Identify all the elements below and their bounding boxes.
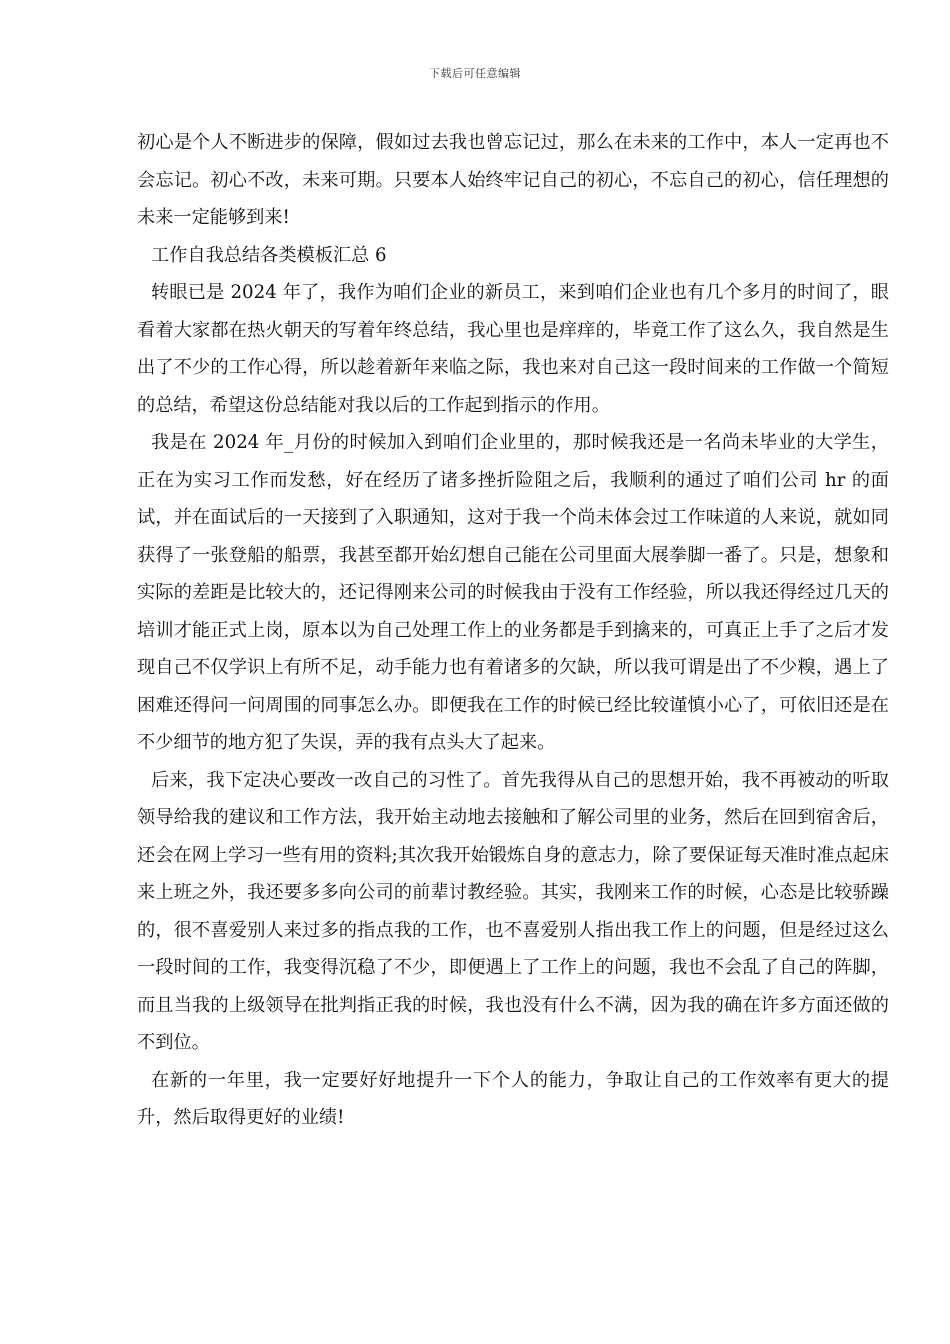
paragraph-1: 转眼已是 2024 年了，我作为咱们企业的新员工，来到咱们企业也有几个多月的时间了，眼看着大家都在热火朝天的写着年终总结，我心里也是痒痒的，毕竟工作了这么久，我自然是生出了不少的工作心得，所以趁着新年来临之际，我也来对自己这一段时间来的工作做一个简短的总结，希望这份总结能对我以后的工作起到指示的作用。: [137, 282, 889, 416]
paragraph-intro: 初心是个人不断进步的保障，假如过去我也曾忘记过，那么在未来的工作中，本人一定再也不会忘记。初心不改，未来可期。只要本人始终牢记自己的初心，不忘自己的初心，信任理想的未来一定能够到来!: [137, 132, 889, 228]
paragraph-2: 我是在 2024 年_月份的时候加入到咱们企业里的，那时候我还是一名尚未毕业的大学生，正在为实习工作而发愁，好在经历了诸多挫折险阻之后，我顺利的通过了咱们公司 hr 的面试，并在面试后的一天接到了入职通知，这对于我一个尚未体会过工作味道的人来说，就如同获得了一张登船的船票，我甚至都开始幻想自己能在公司里面大展拳脚一番了。只是，想象和实际的差距是比较大的，还记得刚来公司的时候我由于没有工作经验，所以我还得经过几天的培训才能正式上岗，原本以为自己处理工作上的业务都是手到擒来的，可真正上手了之后才发现自己不仅学识上有所不足，动手能力也有着诸多的欠缺，所以我可谓是出了不少糗，遇上了困难还得问一问周围的同事怎么办。即便我在工作的时候已经比较谨慎小心了，可依旧还是在不少细节的地方犯了失误，弄的我有点头大了起来。: [137, 432, 889, 753]
page-header-note: 下载后可任意编辑: [429, 67, 521, 80]
document-body: [137, 124, 889, 1137]
paragraph-3: 后来，我下定决心要改一改自己的习性了。首先我得从自己的思想开始，我不再被动的听取领导给我的建议和工作方法，我开始主动地去接触和了解公司里的业务，然后在回到宿舍后，还会在网上学习一些有用的资料;其次我开始锻炼自身的意志力，除了要保证每天准时准点起床来上班之外，我还要多多向公司的前辈讨教经验。其实，我刚来工作的时候，心态是比较骄躁的，很不喜爱别人来过多的指点我的工作，也不喜爱别人指出我工作上的问题，但是经过这么一段时间的工作，我变得沉稳了不少，即便遇上了工作上的问题，我也不会乱了自己的阵脚，而且当我的上级领导在批判指正我的时候，我也没有什么不满，因为我的确在许多方面还做的不到位。: [137, 769, 889, 1053]
section-heading: 工作自我总结各类模板汇总 6: [151, 244, 387, 266]
paragraph-4: 在新的一年里，我一定要好好地提升一下个人的能力，争取让自己的工作效率有更大的提升，然后取得更好的业绩!: [137, 1069, 889, 1128]
